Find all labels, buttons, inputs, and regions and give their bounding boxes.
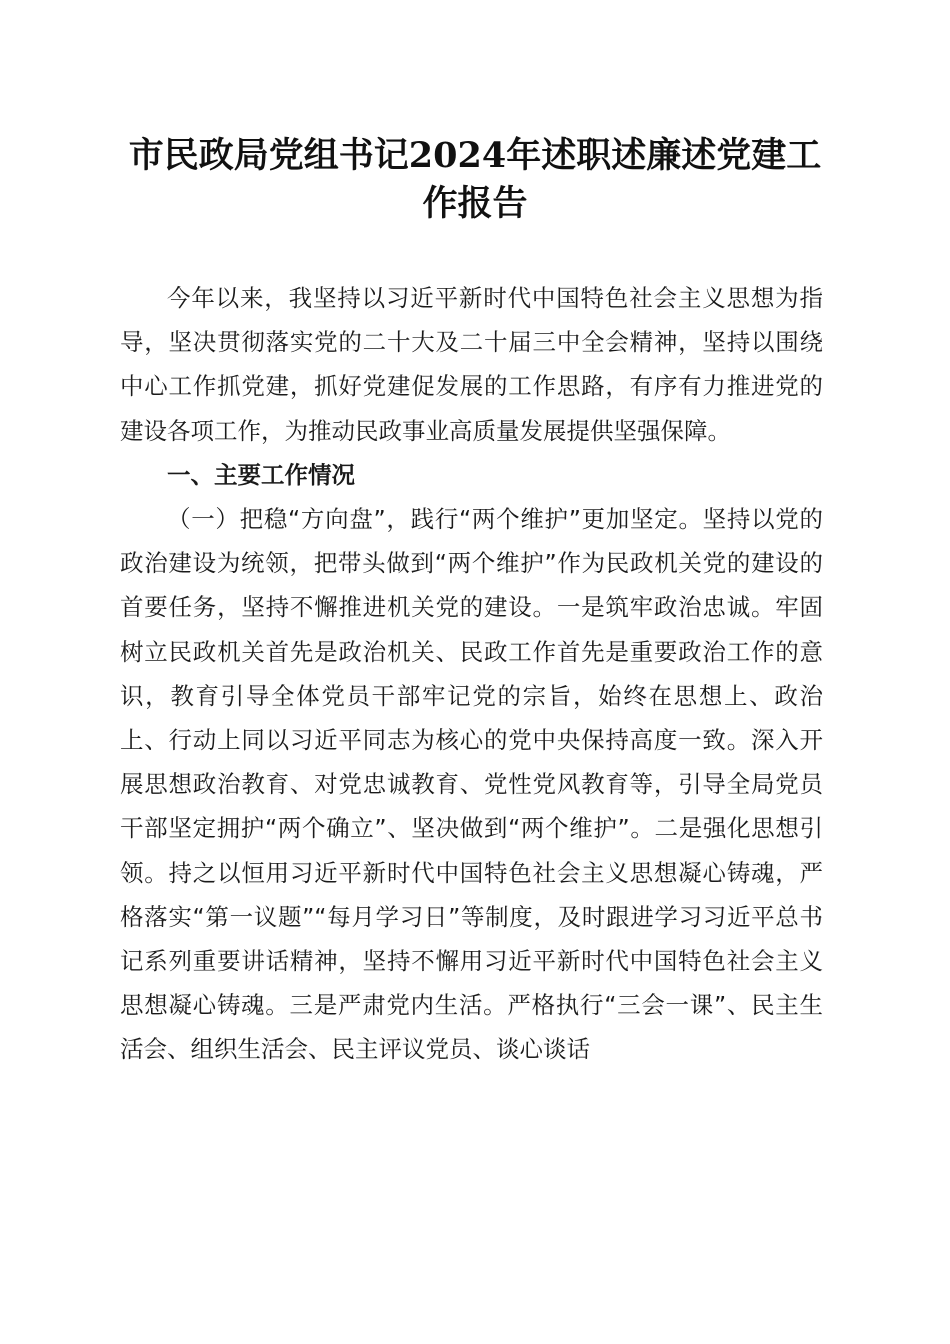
document-body <box>120 276 823 1072</box>
intro-paragraph: 今年以来，我坚持以习近平新时代中国特色社会主义思想为指导，坚决贯彻落实党的二十大及二十届三中全会精神，坚持以围绕中心工作抓党建，抓好党建促发展的工作思路，有序有力推进党的建设各项工作，为推动民政事业高质量发展提供坚强保障。 <box>120 284 823 445</box>
document-title: 市民政局党组书记2024年述职述廉述党建工作报告 <box>128 135 822 224</box>
section-heading: 一、主要工作情况 <box>167 460 355 489</box>
section-1-paragraph: （一）把稳“方向盘”，践行“两个维护”更加坚定。坚持以党的政治建设为统领，把带头做到“两个维护”作为民政机关党的建设的首要任务，坚持不懈推进机关党的建设。一是筑牢政治忠诚。牢固树立民政机关首先是政治机关、民政工作首先是重要政治工作的意识，教育引导全体党员干部牢记党的宗旨，始终在思想上、政治上、行动上同以习近平同志为核心的党中央保持高度一致。深入开展思想政治教育、对党忠诚教育、党性党风教育等，引导全局党员干部坚定拥护“两个确立”、坚决做到“两个维护”。二是强化思想引领。持之以恒用习近平新时代中国特色社会主义思想凝心铸魂，严格落实“第一议题”“每月学习日”等制度，及时跟进学习习近平总书记系列重要讲话精神，坚持不懈用习近平新时代中国特色社会主义思想凝心铸魂。三是严肃党内生活。严格执行“三会一课”、民主生活会、组织生活会、民主评议党员、谈心谈话 <box>120 505 823 1064</box>
